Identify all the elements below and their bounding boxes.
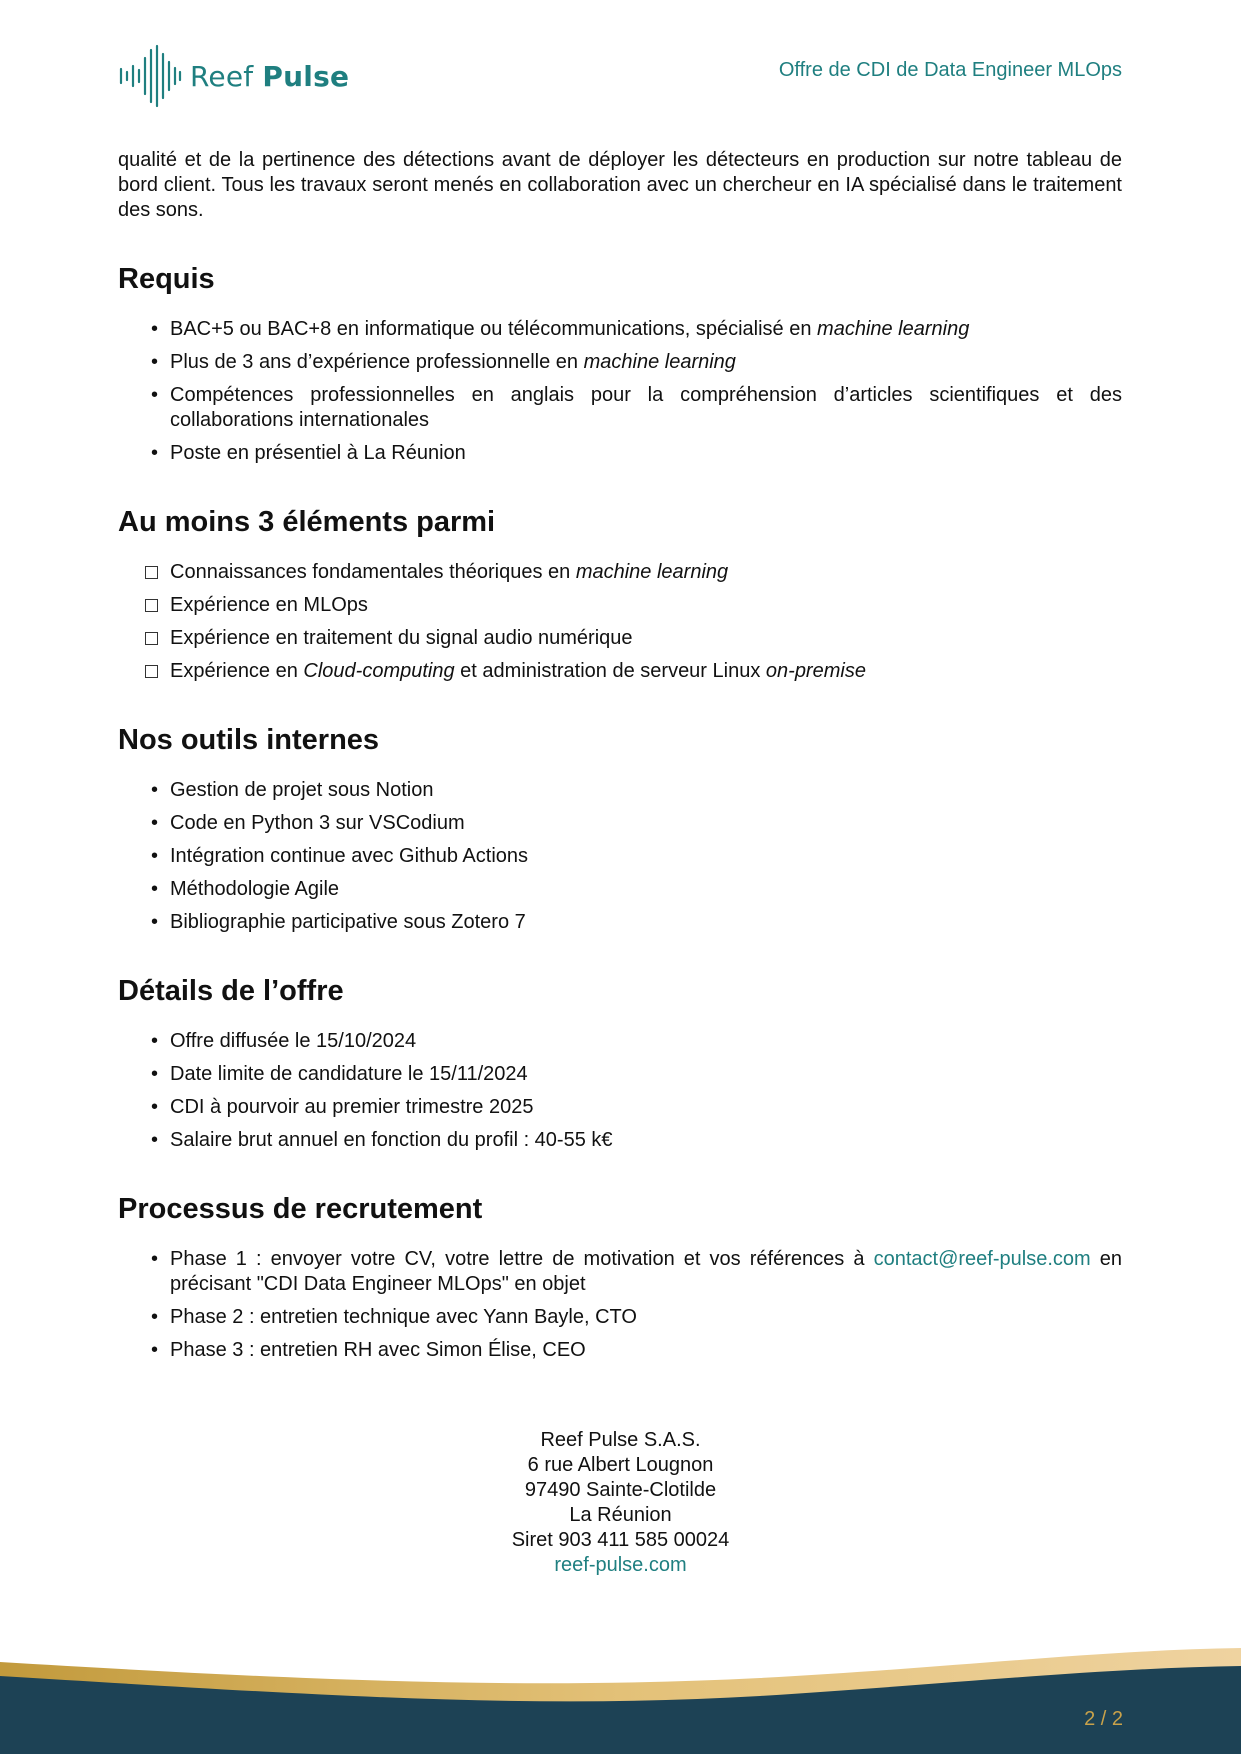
section-title-parmi: Au moins 3 éléments parmi <box>118 506 496 538</box>
list-item: • Phase 2 : entretien technique avec Yann Bayle, CTO <box>118 1305 1122 1330</box>
address-city: 97490 Sainte-Clotilde <box>524 1479 717 1501</box>
item-emphasis: machine learning <box>575 561 729 583</box>
details-list <box>118 1029 1122 1153</box>
section-title-requis: Requis <box>118 263 215 295</box>
checklist-item <box>118 659 1122 684</box>
list-item: • Bibliographie participative sous Zotero 7 <box>118 910 1122 935</box>
checklist-item: Expérience en traitement du signal audio numérique <box>118 626 1122 651</box>
list-item <box>118 1247 1122 1297</box>
item-text: Phase 1 : envoyer votre CV, votre lettre de motivation et vos références à <box>170 1248 874 1270</box>
document-header-title: Offre de CDI de Data Engineer MLOps <box>778 59 1122 81</box>
company-name: Reef Pulse S.A.S. <box>540 1429 701 1451</box>
document-body <box>118 148 1122 1363</box>
item-emphasis: machine learning <box>583 351 736 373</box>
intro-paragraph: qualité et de la pertinence des détections avant de déployer les détecteurs en production sur notre tableau de bord client. Tous les travaux seront menés en collaboration avec un chercheur en IA spécialisé dans le traitement des sons. <box>118 149 1122 221</box>
address-street: 6 rue Albert Lougnon <box>527 1454 714 1476</box>
list-item: • Salaire brut annuel en fonction du profil : 40-55 k€ <box>118 1128 1122 1153</box>
section-title-processus: Processus de recrutement <box>118 1193 483 1225</box>
checklist-item: Expérience en MLOps <box>118 593 1122 618</box>
list-item <box>118 350 1122 375</box>
checklist-item <box>118 560 1122 585</box>
list-item: • Compétences professionnelles en anglais pour la compréhension d’articles scientifiques et des collaborations internationales <box>118 383 1122 433</box>
list-item: • Poste en présentiel à La Réunion <box>118 441 1122 466</box>
parmi-checklist <box>118 560 1122 684</box>
list-item: • Méthodologie Agile <box>118 877 1122 902</box>
item-text: Plus de 3 ans d’expérience professionnelle en <box>170 351 584 373</box>
reef-pulse-logo <box>118 44 349 108</box>
item-emphasis: Cloud-computing <box>303 660 455 682</box>
soundwave-icon <box>118 44 182 108</box>
item-text: Connaissances fondamentales théoriques en <box>170 561 576 583</box>
item-emphasis: machine learning <box>817 318 970 340</box>
list-item: • Intégration continue avec Github Actions <box>118 844 1122 869</box>
list-item: • CDI à pourvoir au premier trimestre 2025 <box>118 1095 1122 1120</box>
brand-name-bold: Pulse <box>262 59 350 93</box>
list-item: • Code en Python 3 sur VSCodium <box>118 811 1122 836</box>
page-number: 2 / 2 <box>1084 1708 1123 1730</box>
company-address <box>0 1428 1241 1578</box>
brand-name-light: Reef <box>190 59 254 93</box>
outils-list <box>118 778 1122 935</box>
footer-wave-decoration <box>0 1640 1241 1754</box>
contact-email-link[interactable]: contact@reef-pulse.com <box>873 1248 1091 1270</box>
list-item: • Date limite de candidature le 15/11/2024 <box>118 1062 1122 1087</box>
list-item: • Gestion de projet sous Notion <box>118 778 1122 803</box>
item-emphasis: on-premise <box>765 660 866 682</box>
item-text: Expérience en <box>170 660 304 682</box>
item-text: BAC+5 ou BAC+8 en informatique ou télécommunications, spécialisé en <box>170 318 818 340</box>
list-item <box>118 317 1122 342</box>
item-text: en précisant "CDI Data Engineer MLOps" en objet <box>170 1248 1122 1295</box>
brand-name <box>190 60 349 93</box>
list-item: • Phase 3 : entretien RH avec Simon Élise, CEO <box>118 1338 1122 1363</box>
section-title-outils: Nos outils internes <box>118 724 380 756</box>
list-item: • Offre diffusée le 15/10/2024 <box>118 1029 1122 1054</box>
processus-list <box>118 1247 1122 1363</box>
requis-list <box>118 317 1122 466</box>
address-region: La Réunion <box>569 1504 672 1526</box>
website-link[interactable]: reef-pulse.com <box>554 1554 687 1576</box>
section-title-details: Détails de l’offre <box>118 975 344 1007</box>
siret-number: Siret 903 411 585 00024 <box>511 1529 730 1551</box>
item-text: et administration de serveur Linux <box>454 660 766 682</box>
